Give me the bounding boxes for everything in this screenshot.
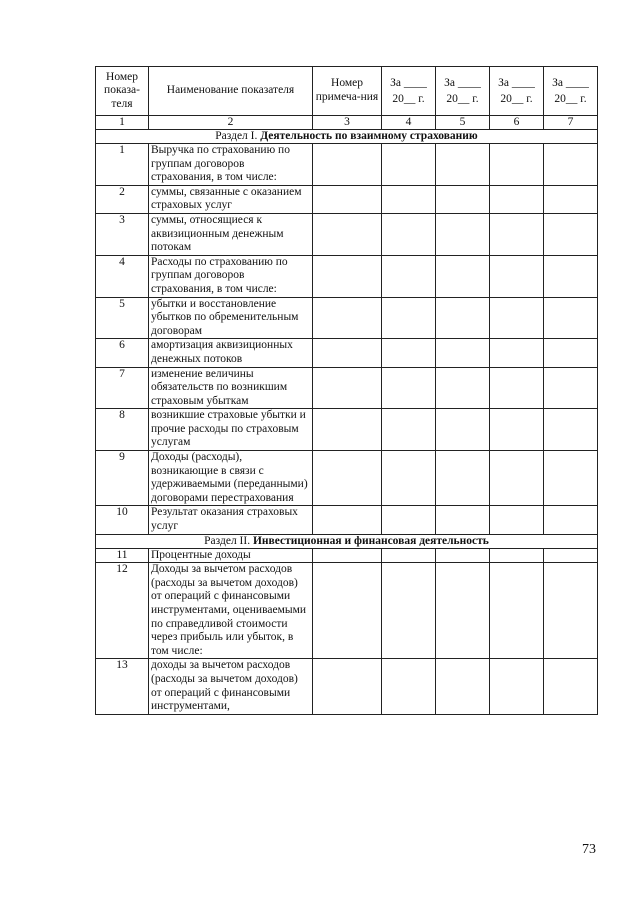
value-cell (544, 506, 598, 534)
value-cell (544, 451, 598, 506)
indicator-name: Процентные доходы (149, 548, 313, 563)
value-cell (544, 659, 598, 714)
indicator-name: Выручка по страхованию по группам договоров страхования, в том числе: (149, 144, 313, 186)
table-row (96, 563, 598, 659)
section-header-row (96, 130, 598, 144)
indicator-number: 7 (96, 367, 149, 409)
value-cell (490, 367, 544, 409)
indicator-number: 5 (96, 297, 149, 339)
value-cell (436, 185, 490, 213)
value-cell (544, 144, 598, 186)
indicator-number: 1 (96, 144, 149, 186)
value-cell (313, 297, 382, 339)
column-number: 1 (96, 116, 149, 130)
header-period-2 (436, 67, 490, 116)
indicator-name: возникшие страховые убытки и прочие расходы по страховым услугам (149, 409, 313, 451)
value-cell (382, 563, 436, 659)
section-name: Инвестиционная и финансовая деятельность (252, 534, 489, 547)
value-cell (382, 659, 436, 714)
indicator-name: суммы, относящиеся к аквизиционным денежным потокам (149, 213, 313, 255)
header-period-1 (382, 67, 436, 116)
header-indicator-number: Номер показа-теля (96, 67, 149, 116)
indicator-number: 12 (96, 563, 149, 659)
period-1-line1: За ____ (390, 77, 427, 89)
value-cell (313, 506, 382, 534)
value-cell (436, 451, 490, 506)
value-cell (382, 548, 436, 563)
table-row (96, 409, 598, 451)
period-2-line1: За ____ (444, 77, 481, 89)
indicator-name: суммы, связанные с оказанием страховых услуг (149, 185, 313, 213)
indicator-number: 9 (96, 451, 149, 506)
value-cell (544, 548, 598, 563)
column-number-row (96, 116, 598, 130)
table-row (96, 367, 598, 409)
header-period-4 (544, 67, 598, 116)
indicator-number: 10 (96, 506, 149, 534)
table-row (96, 339, 598, 367)
indicator-name: убытки и восстановление убытков по обременительным договорам (149, 297, 313, 339)
section-header-row (96, 534, 598, 548)
period-4-line1: За ____ (552, 77, 589, 89)
table-row (96, 255, 598, 297)
page-number: 73 (582, 842, 596, 857)
value-cell (313, 659, 382, 714)
indicator-number: 4 (96, 255, 149, 297)
indicator-name: Доходы за вычетом расходов (расходы за вычетом доходов) от операций с финансовыми инструментами, оцениваемыми по справедливой стоимости через прибыль или убыток, в том числе: (149, 563, 313, 659)
value-cell (490, 506, 544, 534)
value-cell (313, 409, 382, 451)
indicator-number: 6 (96, 339, 149, 367)
value-cell (490, 297, 544, 339)
value-cell (436, 213, 490, 255)
value-cell (313, 144, 382, 186)
section-title (96, 534, 598, 548)
value-cell (436, 409, 490, 451)
value-cell (313, 339, 382, 367)
column-number: 5 (436, 116, 490, 130)
column-number: 3 (313, 116, 382, 130)
value-cell (313, 367, 382, 409)
section-title (96, 130, 598, 144)
value-cell (382, 339, 436, 367)
value-cell (490, 339, 544, 367)
period-1-line2: 20__ г. (392, 93, 425, 105)
value-cell (490, 548, 544, 563)
period-3-line2: 20__ г. (500, 93, 533, 105)
value-cell (382, 185, 436, 213)
value-cell (436, 506, 490, 534)
value-cell (382, 255, 436, 297)
value-cell (313, 255, 382, 297)
value-cell (313, 213, 382, 255)
value-cell (490, 409, 544, 451)
report-table (95, 66, 598, 715)
value-cell (436, 659, 490, 714)
value-cell (544, 409, 598, 451)
indicator-name: Доходы (расходы), возникающие в связи с удерживаемыми (переданными) договорами перестрахования (149, 451, 313, 506)
period-4-line2: 20__ г. (554, 93, 587, 105)
table-row (96, 451, 598, 506)
indicator-number: 8 (96, 409, 149, 451)
value-cell (544, 255, 598, 297)
column-number: 6 (490, 116, 544, 130)
header-note-number: Номер примеча-ния (313, 67, 382, 116)
indicator-name: Расходы по страхованию по группам договоров страхования, в том числе: (149, 255, 313, 297)
value-cell (382, 144, 436, 186)
table-row (96, 506, 598, 534)
value-cell (436, 339, 490, 367)
value-cell (544, 185, 598, 213)
section-name: Деятельность по взаимному страхованию (260, 130, 478, 142)
section-prefix: Раздел I. (215, 130, 261, 142)
indicator-number: 3 (96, 213, 149, 255)
value-cell (313, 185, 382, 213)
value-cell (382, 506, 436, 534)
period-2-line2: 20__ г. (446, 93, 479, 105)
value-cell (436, 548, 490, 563)
header-row (96, 67, 598, 116)
indicator-number: 2 (96, 185, 149, 213)
value-cell (490, 659, 544, 714)
value-cell (382, 213, 436, 255)
value-cell (544, 367, 598, 409)
value-cell (436, 144, 490, 186)
value-cell (313, 548, 382, 563)
value-cell (382, 297, 436, 339)
period-3-line1: За ____ (498, 77, 535, 89)
value-cell (544, 339, 598, 367)
column-number: 7 (544, 116, 598, 130)
table-row (96, 297, 598, 339)
value-cell (544, 213, 598, 255)
table-row (96, 144, 598, 186)
value-cell (382, 409, 436, 451)
value-cell (544, 563, 598, 659)
value-cell (544, 297, 598, 339)
value-cell (490, 213, 544, 255)
value-cell (436, 563, 490, 659)
column-number: 4 (382, 116, 436, 130)
indicator-number: 11 (96, 548, 149, 563)
value-cell (436, 367, 490, 409)
indicator-name: Результат оказания страховых услуг (149, 506, 313, 534)
value-cell (490, 144, 544, 186)
value-cell (382, 451, 436, 506)
indicator-name: изменение величины обязательств по возникшим страховым убыткам (149, 367, 313, 409)
header-indicator-name: Наименование показателя (149, 67, 313, 116)
value-cell (313, 563, 382, 659)
indicator-name: амортизация аквизиционных денежных потоков (149, 339, 313, 367)
header-period-3 (490, 67, 544, 116)
value-cell (490, 451, 544, 506)
value-cell (490, 255, 544, 297)
column-number: 2 (149, 116, 313, 130)
indicator-name: доходы за вычетом расходов (расходы за вычетом доходов) от операций с финансовыми инструментами, (149, 659, 313, 714)
section-prefix: Раздел II. (204, 534, 253, 547)
value-cell (382, 367, 436, 409)
table-row (96, 185, 598, 213)
value-cell (436, 297, 490, 339)
value-cell (313, 451, 382, 506)
indicator-number: 13 (96, 659, 149, 714)
value-cell (490, 185, 544, 213)
value-cell (490, 563, 544, 659)
table-row (96, 213, 598, 255)
table-row (96, 659, 598, 714)
table-row (96, 548, 598, 563)
value-cell (436, 255, 490, 297)
